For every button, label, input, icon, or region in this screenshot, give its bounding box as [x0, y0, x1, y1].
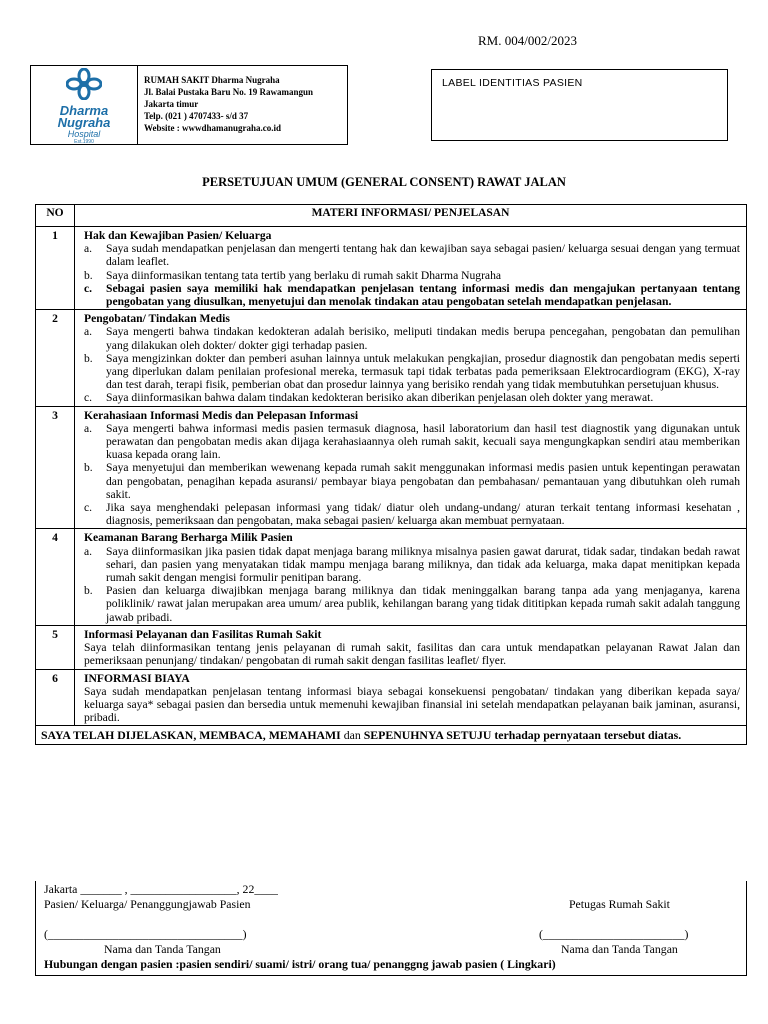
item-text: Saya diinformasikan jika pasien tidak dapat menjaga barang miliknya misalnya pasien gawat darurat, tidak sadar, tindakan bedah rawat sehari, dan pasien yang menyatakan tidak mampu menjaga barang miliknya, dan tidak ada keluarga, maka dapat menitipkan kepada rumah sakit dengan mengisi formulir penitipan barang. — [106, 544, 740, 585]
flower-logo-icon — [66, 68, 102, 100]
relationship-line[interactable]: Hubungan dengan pasien :pasien sendiri/ suami/ istri/ orang tua/ penanggng jawab pasien ( Lingkari) — [44, 957, 556, 971]
signature-section — [35, 881, 747, 976]
agreement-row — [36, 726, 747, 745]
section-title: Hak dan Kewajiban Pasien/ Keluarga — [84, 229, 272, 242]
hospital-header — [30, 65, 348, 145]
row-number: 4 — [36, 529, 75, 625]
item-text: Saya mengerti bahwa tindakan kedokteran adalah berisiko, meliputi tindakan medis berupa pencegahan, pengobatan dan pemulihan yang dilakukan oleh dokter/ dokter gigi terhadap pasien. — [106, 325, 740, 352]
agreement-rest-text: SEPENUHNYA SETUJU terhadap pernyataan tersebut diatas. — [363, 728, 682, 743]
consent-table — [35, 204, 747, 745]
table-row — [36, 310, 747, 406]
logo-text-nugraha: Nugraha — [57, 115, 111, 130]
item-text: Saya diinformasikan tentang tata tertib yang berlaku di rumah sakit Dharma Nugraha — [106, 268, 502, 282]
officer-role-label: Petugas Rumah Sakit — [569, 897, 670, 911]
list-item — [84, 501, 740, 527]
row-number: 5 — [36, 625, 75, 669]
item-text: Saya diinformasikan bahwa dalam tindakan kedokteran berisiko akan diberikan penjelasan oleh dokter yang merawat. — [106, 391, 654, 405]
item-text: Saya menyetujui dan memberikan wewenang kepada rumah sakit menggunakan informasi medis pasien untuk kepentingan perawatan dan pengobatan, penagihan kepada asuransi/ pembayar biaya pengobatan dan pembahasan/ pemantauan yang dibutuhkan oleh rumah sakit. — [106, 461, 740, 501]
agreement-bold-text: SAYA TELAH DIJELASKAN, MEMBACA, MEMAHAMI — [41, 728, 341, 743]
section-title: Kerahasiaan Informasi Medis dan Pelepasan Informasi — [84, 408, 359, 422]
patient-signature-caption: Nama dan Tanda Tangan — [104, 942, 221, 956]
item-marker: b. — [84, 268, 93, 282]
item-marker: a. — [84, 544, 93, 558]
hospital-city: Jakarta timur — [144, 99, 199, 109]
row-number: 1 — [36, 227, 75, 310]
list-item — [84, 584, 740, 624]
table-row — [36, 669, 747, 726]
document-title: PERSETUJUAN UMUM (GENERAL CONSENT) RAWAT JALAN — [202, 175, 566, 189]
section-title: Informasi Pelayanan dan Fasilitas Rumah Sakit — [84, 627, 322, 641]
list-item — [84, 269, 740, 282]
hospital-logo — [31, 66, 138, 144]
list-item — [84, 391, 740, 404]
table-row — [36, 625, 747, 669]
date-line[interactable]: Jakarta _______ , __________________, 22____ — [44, 882, 278, 896]
item-marker: b. — [84, 351, 93, 365]
section-title: Pengobatan/ Tindakan Medis — [84, 312, 230, 326]
row-number: 3 — [36, 406, 75, 529]
list-item — [84, 282, 740, 308]
patient-signature-line[interactable]: (_________________________________) — [44, 927, 247, 941]
item-marker: c. — [84, 501, 93, 515]
item-text: Pasien dan keluarga diwajibkan menjaga barang miliknya dan tidak meninggalkan barang tanpa ada yang menjaganya, karena poliklinik/ rawat jalan merupakan area umum/ area publik, kehilangan barang yang tidak dititipkan kepada rumah sakit adalah tanggung jawab pribadi. — [106, 584, 740, 624]
patient-label-box: LABEL IDENTITIAS PASIEN — [431, 69, 728, 141]
item-text: Saya mengerti bahwa informasi medis pasien termasuk diagnosa, hasil laboratorium dan hasil test diagnostik yang digunakan untuk perawatan dan pengobatan medis akan dijaga kerahasiaannya oleh rumah sakit, kecuali saya mengungkapkan sendiri atau memberikan kuasa kepada orang lain. — [106, 421, 740, 462]
item-marker: a. — [84, 421, 93, 435]
table-header-row — [36, 205, 747, 227]
list-item — [84, 325, 740, 351]
section-text: Saya telah diinformasikan tentang jenis pelayanan di rumah sakit, fasilitas dan cara untuk mendapatkan pelayanan Rawat Jalan dan pemeriksaan penunjang/ tindakan/ pengobatan di rumah sakit dengan fasilitas leaflet/ flyer. — [84, 641, 740, 668]
item-text: Jika saya menghendaki pelepasan informasi yang tidak/ diatur oleh undang-undang/ aturan terkait tentang informasi kesehatan , diagnosis, pemeriksaan dan pengobatan, maka sebagai pasien/ keluarga akan membuat pernyataan. — [106, 501, 740, 528]
list-item — [84, 461, 740, 501]
item-marker: c. — [84, 391, 93, 405]
item-text: Saya mengizinkan dokter dan pemberi asuhan lainnya untuk melakukan pengkajian, prosedur diagnostik dan pengobatan medis seperti yang diperlukan dalam penilaian profesional mereka, termasuk tapi tidak terbatas pada pemeriksaan Elektrocardiogram (EKG), X-ray dan test darah, terapi fisik, pemberian obat dan prosedur lainnya yang berisiko rendah yang tidak membutuhkan persetujuan khusus. — [106, 351, 740, 392]
item-text: Saya sudah mendapatkan penjelasan dan mengerti tentang hak dan kewajiban saya sebagai pasien/ keluarga sesuai dengan yang termuat dalam leaflet. — [106, 242, 740, 269]
row-content — [75, 669, 747, 726]
item-marker: a. — [84, 325, 93, 339]
item-marker: b. — [84, 584, 93, 598]
hospital-address: Jl. Balai Pustaka Baru No. 19 Rawamangun — [144, 87, 314, 97]
table-row — [36, 227, 747, 310]
logo-text-est: Est.1990 — [74, 139, 94, 145]
column-header-materi: MATERI INFORMASI/ PENJELASAN — [75, 205, 747, 227]
officer-signature-caption: Nama dan Tanda Tangan — [561, 942, 678, 956]
row-content — [75, 227, 747, 310]
row-content — [75, 625, 747, 669]
item-marker: c. — [84, 281, 93, 295]
agreement-statement — [36, 726, 747, 745]
hospital-address-block — [144, 74, 313, 134]
hospital-website: Website : wwwdhamanugraha.co.id — [144, 123, 282, 133]
item-marker: a. — [84, 242, 93, 256]
row-number: 2 — [36, 310, 75, 406]
table-row — [36, 529, 747, 625]
item-text: Sebagai pasien saya memiliki hak mendapatkan penjelasan tentang informasi medis dan mengajukan pertanyaan tentang pengobatan yang diusulkan, menyetujui dan menolak tindakan atau pengobatan setelah mendapatkan penjelasan. — [106, 281, 740, 309]
column-header-no: NO — [36, 205, 75, 227]
section-text: Saya sudah mendapatkan penjelasan tentang informasi biaya sebagai konsekuensi pengobatan/ tindakan yang diberikan kepada saya/ keluarga saya* sebagai pasien dan bersedia untuk memenuhi kewajiban finansial ini setelah mendapatkan pelayanan baik jaminan, asuransi, pribadi. — [84, 684, 740, 725]
section-title: INFORMASI BIAYA — [84, 671, 190, 685]
list-item — [84, 545, 740, 585]
list-item — [84, 242, 740, 268]
row-content — [75, 310, 747, 406]
list-item — [84, 352, 740, 392]
record-number: RM. 004/002/2023 — [478, 33, 577, 48]
hospital-name: RUMAH SAKIT Dharma Nugraha — [144, 75, 280, 85]
hospital-phone: Telp. (021 ) 4707433- s/d 37 — [144, 111, 249, 121]
row-content — [75, 529, 747, 625]
list-item — [84, 422, 740, 462]
table-row — [36, 406, 747, 529]
logo-text-dharma: Dharma — [59, 103, 109, 118]
item-marker: b. — [84, 461, 93, 475]
patient-role-label: Pasien/ Keluarga/ Penanggungjawab Pasien — [44, 897, 251, 911]
agreement-connector: dan — [340, 728, 364, 743]
officer-signature-line[interactable]: (________________________) — [539, 927, 689, 941]
section-title: Keamanan Barang Berharga Milik Pasien — [84, 531, 293, 545]
row-content — [75, 406, 747, 529]
logo-text-hospital: Hospital — [67, 129, 101, 139]
row-number: 6 — [36, 669, 75, 726]
